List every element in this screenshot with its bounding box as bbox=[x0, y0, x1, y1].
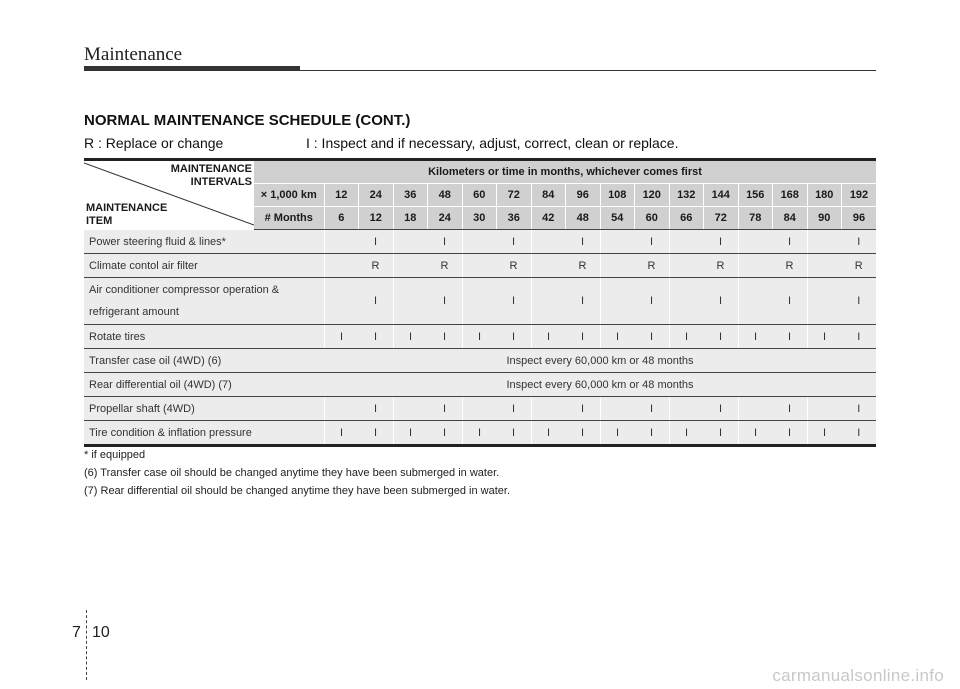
schedule-cell: I bbox=[600, 421, 635, 446]
schedule-cell bbox=[600, 230, 635, 254]
table-row bbox=[84, 421, 876, 446]
schedule-cell: I bbox=[393, 421, 428, 446]
schedule-cell: I bbox=[359, 421, 394, 446]
maintenance-item: Climate contol air filter bbox=[84, 254, 324, 278]
schedule-cell: I bbox=[773, 325, 808, 349]
schedule-cell: I bbox=[704, 421, 739, 446]
corner-label-item: MAINTENANCE ITEM bbox=[86, 201, 168, 227]
schedule-cell: I bbox=[359, 230, 394, 254]
schedule-cell: I bbox=[497, 421, 532, 446]
schedule-cell: I bbox=[359, 397, 394, 421]
months-header-cell: 54 bbox=[600, 207, 635, 230]
km-label: × 1,000 km bbox=[254, 184, 324, 207]
schedule-cell bbox=[807, 230, 842, 254]
schedule-cell: I bbox=[842, 421, 877, 446]
maintenance-item: Rear differential oil (4WD) (7) bbox=[84, 373, 324, 397]
schedule-cell bbox=[531, 254, 566, 278]
schedule-cell: I bbox=[428, 325, 463, 349]
km-header-cell: 132 bbox=[669, 184, 704, 207]
schedule-cell: I bbox=[359, 325, 394, 349]
schedule-cell: I bbox=[324, 325, 359, 349]
km-header-cell: 108 bbox=[600, 184, 635, 207]
km-header-cell: 180 bbox=[807, 184, 842, 207]
schedule-cell: R bbox=[704, 254, 739, 278]
km-header-cell: 72 bbox=[497, 184, 532, 207]
page-number: 10 bbox=[92, 624, 110, 641]
schedule-cell: I bbox=[428, 230, 463, 254]
footnote: (7) Rear differential oil should be changed anytime they have been submerged in water. bbox=[84, 485, 511, 497]
schedule-cell: I bbox=[566, 230, 601, 254]
schedule-cell: I bbox=[842, 230, 877, 254]
schedule-cell: I bbox=[497, 397, 532, 421]
interval-note: Inspect every 60,000 km or 48 months bbox=[324, 349, 876, 373]
schedule-cell bbox=[807, 397, 842, 421]
section-title: Maintenance bbox=[84, 44, 183, 65]
maintenance-item: Power steering fluid & lines* bbox=[84, 230, 324, 254]
schedule-cell bbox=[462, 254, 497, 278]
schedule-cell bbox=[462, 278, 497, 325]
schedule-cell: I bbox=[359, 278, 394, 325]
schedule-cell bbox=[531, 397, 566, 421]
schedule-cell bbox=[738, 230, 773, 254]
schedule-cell bbox=[600, 278, 635, 325]
schedule-cell: I bbox=[566, 397, 601, 421]
schedule-cell: I bbox=[807, 421, 842, 446]
maintenance-item: Transfer case oil (4WD) (6) bbox=[84, 349, 324, 373]
maintenance-item: Rotate tires bbox=[84, 325, 324, 349]
schedule-cell bbox=[324, 230, 359, 254]
table-row bbox=[84, 373, 876, 397]
chapter-number: 7 bbox=[72, 624, 81, 641]
months-header-cell: 12 bbox=[359, 207, 394, 230]
schedule-cell bbox=[324, 397, 359, 421]
schedule-cell: I bbox=[842, 278, 877, 325]
watermark: carmanualsonline.info bbox=[772, 666, 944, 685]
km-header-cell: 192 bbox=[842, 184, 877, 207]
schedule-cell: I bbox=[704, 230, 739, 254]
header-rule-thick bbox=[84, 66, 300, 71]
schedule-cell: I bbox=[773, 421, 808, 446]
maintenance-table bbox=[84, 158, 876, 447]
schedule-cell: I bbox=[842, 397, 877, 421]
table-row bbox=[84, 230, 876, 254]
months-header-cell: 30 bbox=[462, 207, 497, 230]
interval-note: Inspect every 60,000 km or 48 months bbox=[324, 373, 876, 397]
footnote: * if equipped bbox=[84, 449, 146, 461]
km-header-cell: 144 bbox=[704, 184, 739, 207]
schedule-cell bbox=[600, 397, 635, 421]
months-header-cell: 90 bbox=[807, 207, 842, 230]
schedule-cell bbox=[531, 230, 566, 254]
months-label: # Months bbox=[254, 207, 324, 230]
footnote: (6) Transfer case oil should be changed anytime they have been submerged in water. bbox=[84, 467, 500, 479]
footnotes bbox=[84, 446, 510, 500]
schedule-cell bbox=[669, 278, 704, 325]
schedule-cell: R bbox=[428, 254, 463, 278]
schedule-cell: I bbox=[635, 230, 670, 254]
schedule-cell: I bbox=[531, 325, 566, 349]
page-heading: NORMAL MAINTENANCE SCHEDULE (CONT.) bbox=[84, 112, 411, 129]
schedule-cell bbox=[807, 254, 842, 278]
schedule-cell bbox=[393, 397, 428, 421]
schedule-cell: I bbox=[531, 421, 566, 446]
schedule-cell: R bbox=[842, 254, 877, 278]
km-header-cell: 168 bbox=[773, 184, 808, 207]
schedule-cell: I bbox=[773, 278, 808, 325]
maintenance-item: Propellar shaft (4WD) bbox=[84, 397, 324, 421]
schedule-cell bbox=[669, 230, 704, 254]
header-rule-thin bbox=[300, 70, 876, 71]
schedule-cell: I bbox=[704, 397, 739, 421]
schedule-cell: I bbox=[428, 421, 463, 446]
schedule-cell: R bbox=[635, 254, 670, 278]
schedule-cell: I bbox=[497, 278, 532, 325]
schedule-cell: R bbox=[359, 254, 394, 278]
months-header-cell: 72 bbox=[704, 207, 739, 230]
schedule-cell bbox=[807, 278, 842, 325]
legend-inspect: I : Inspect and if necessary, adjust, correct, clean or replace. bbox=[306, 135, 679, 151]
schedule-cell: I bbox=[704, 325, 739, 349]
schedule-cell: I bbox=[566, 325, 601, 349]
header-corner bbox=[84, 160, 254, 230]
legend-replace: R : Replace or change bbox=[84, 135, 224, 151]
schedule-cell bbox=[324, 278, 359, 325]
table-row bbox=[84, 349, 876, 373]
schedule-cell bbox=[738, 278, 773, 325]
km-header-cell: 24 bbox=[359, 184, 394, 207]
km-header-cell: 12 bbox=[324, 184, 359, 207]
km-header-cell: 156 bbox=[738, 184, 773, 207]
table-row bbox=[84, 325, 876, 349]
schedule-cell bbox=[393, 278, 428, 325]
schedule-cell: I bbox=[428, 397, 463, 421]
schedule-cell: I bbox=[807, 325, 842, 349]
schedule-cell: I bbox=[462, 421, 497, 446]
schedule-cell bbox=[531, 278, 566, 325]
schedule-cell bbox=[600, 254, 635, 278]
months-header-cell: 96 bbox=[842, 207, 877, 230]
schedule-cell bbox=[669, 254, 704, 278]
schedule-cell bbox=[393, 230, 428, 254]
schedule-cell: I bbox=[497, 230, 532, 254]
km-header-cell: 84 bbox=[531, 184, 566, 207]
schedule-cell: I bbox=[600, 325, 635, 349]
schedule-cell: I bbox=[393, 325, 428, 349]
months-header-cell: 66 bbox=[669, 207, 704, 230]
table-row bbox=[84, 278, 876, 325]
schedule-cell bbox=[393, 254, 428, 278]
page-divider bbox=[86, 610, 87, 680]
schedule-cell: I bbox=[669, 421, 704, 446]
schedule-cell bbox=[324, 254, 359, 278]
months-header-cell: 18 bbox=[393, 207, 428, 230]
months-header-cell: 42 bbox=[531, 207, 566, 230]
table-row bbox=[84, 254, 876, 278]
schedule-cell: I bbox=[738, 325, 773, 349]
schedule-cell: I bbox=[635, 325, 670, 349]
schedule-cell: I bbox=[635, 397, 670, 421]
months-header-cell: 60 bbox=[635, 207, 670, 230]
schedule-cell: I bbox=[842, 325, 877, 349]
schedule-cell: R bbox=[773, 254, 808, 278]
schedule-cell bbox=[669, 397, 704, 421]
km-header-cell: 60 bbox=[462, 184, 497, 207]
schedule-cell: R bbox=[566, 254, 601, 278]
months-header-cell: 84 bbox=[773, 207, 808, 230]
km-header-cell: 36 bbox=[393, 184, 428, 207]
km-header-cell: 120 bbox=[635, 184, 670, 207]
months-header-cell: 36 bbox=[497, 207, 532, 230]
corner-label-intervals: MAINTENANCE INTERVALS bbox=[170, 163, 252, 188]
km-header-cell: 48 bbox=[428, 184, 463, 207]
schedule-cell: R bbox=[497, 254, 532, 278]
schedule-cell bbox=[738, 397, 773, 421]
schedule-cell: I bbox=[462, 325, 497, 349]
header-title: Kilometers or time in months, whichever comes first bbox=[254, 160, 876, 184]
schedule-cell: I bbox=[704, 278, 739, 325]
schedule-cell: I bbox=[738, 421, 773, 446]
schedule-cell: I bbox=[566, 278, 601, 325]
months-header-cell: 24 bbox=[428, 207, 463, 230]
schedule-cell: I bbox=[324, 421, 359, 446]
header-row-title bbox=[84, 160, 876, 184]
months-header-cell: 78 bbox=[738, 207, 773, 230]
schedule-cell: I bbox=[428, 278, 463, 325]
schedule-cell: I bbox=[773, 230, 808, 254]
schedule-cell bbox=[462, 397, 497, 421]
schedule-cell bbox=[462, 230, 497, 254]
months-header-cell: 48 bbox=[566, 207, 601, 230]
table-row bbox=[84, 397, 876, 421]
schedule-cell: I bbox=[773, 397, 808, 421]
months-header-cell: 6 bbox=[324, 207, 359, 230]
schedule-cell: I bbox=[566, 421, 601, 446]
schedule-cell: I bbox=[635, 421, 670, 446]
maintenance-item: Air conditioner compressor operation & refrigerant amount bbox=[84, 278, 324, 325]
schedule-cell bbox=[738, 254, 773, 278]
schedule-cell: I bbox=[669, 325, 704, 349]
schedule-cell: I bbox=[635, 278, 670, 325]
maintenance-item: Tire condition & inflation pressure bbox=[84, 421, 324, 446]
km-header-cell: 96 bbox=[566, 184, 601, 207]
schedule-cell: I bbox=[497, 325, 532, 349]
